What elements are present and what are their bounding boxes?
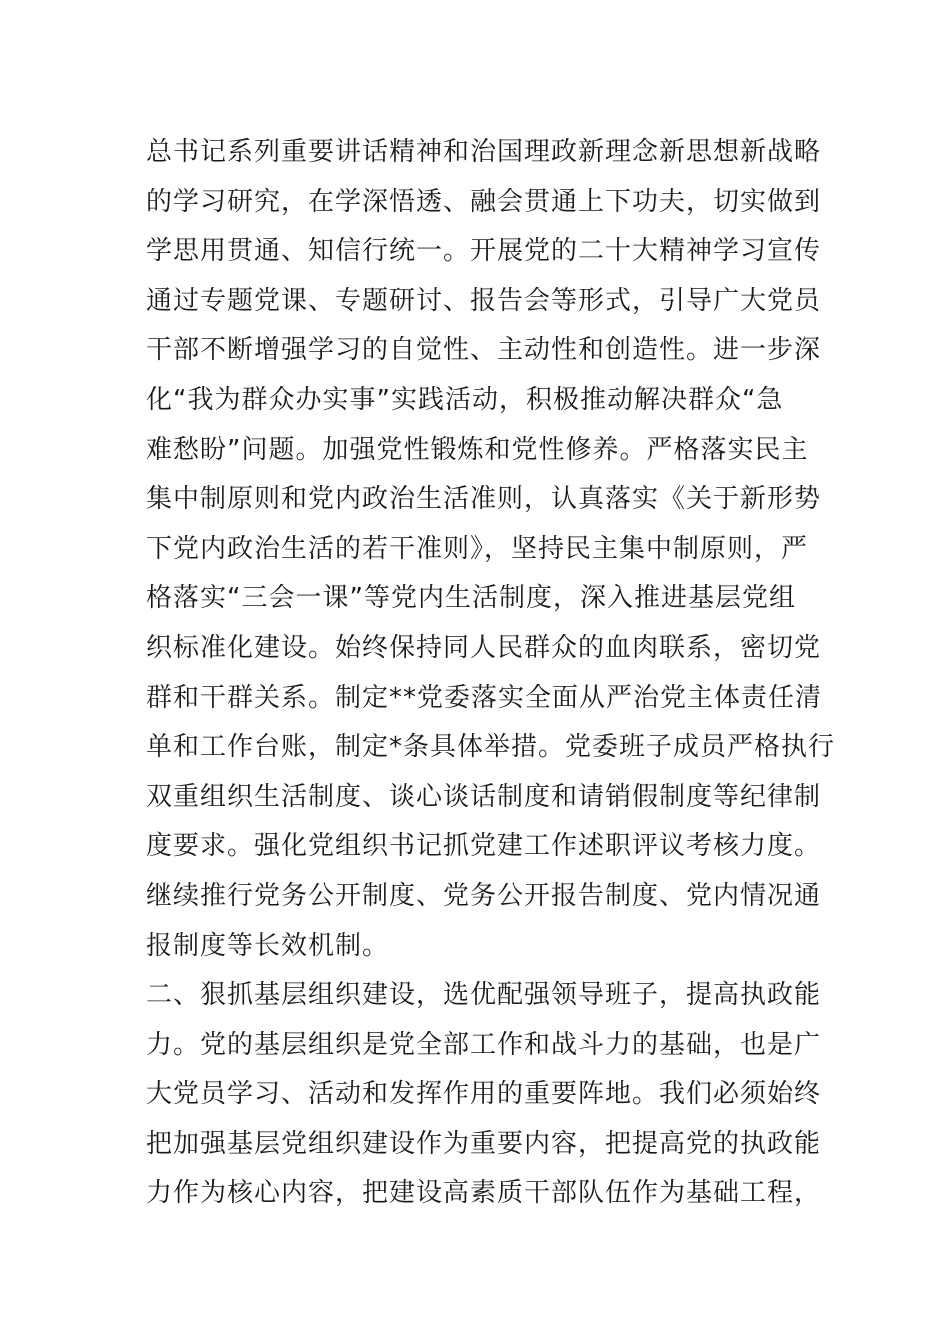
text-line: 报制度等长效机制。 <box>146 930 390 961</box>
text-line: 把加强基层党组织建设作为重要内容，把提高党的执政能 <box>146 1128 822 1159</box>
text-line: 力作为核心内容，把建设高素质干部队伍作为基础工程， <box>146 1178 822 1209</box>
text-line: 大党员学习、活动和发挥作用的重要阵地。我们必须始终 <box>146 1079 822 1110</box>
body-text <box>146 128 836 1219</box>
text-line: 的学习研究，在学深悟透、融会贯通上下功夫，切实做到 <box>146 186 822 217</box>
text-line: 群和干群关系。制定**党委落实全面从严治党主体责任清 <box>146 682 823 713</box>
text-line: 总书记系列重要讲话精神和治国理政新理念新思想新战略 <box>146 137 822 167</box>
text-line: 织标准化建设。始终保持同人民群众的血肉联系，密切党 <box>146 632 822 663</box>
text-line: 化“我为群众办实事”实践活动，积极推动解决群众“急 <box>146 384 784 415</box>
text-line: 格落实“三会一课”等党内生活制度，深入推进基层党组 <box>146 583 796 614</box>
text-line: 二、狠抓基层组织建设，选优配强领导班子，提高执政能 <box>146 980 822 1011</box>
text-line: 力。党的基层组织是党全部工作和战斗力的基础，也是广 <box>146 1029 822 1060</box>
text-line: 下党内政治生活的若干准则》，坚持民主集中制原则，严 <box>146 533 809 564</box>
text-line: 集中制原则和党内政治生活准则，认真落实《关于新形势 <box>146 484 822 515</box>
text-line: 单和工作台账，制定*条具体举措。党委班子成员严格执行 <box>146 732 836 763</box>
text-line: 继续推行党务公开制度、党务公开报告制度、党内情况通 <box>146 880 822 911</box>
text-line: 度要求。强化党组织书记抓党建工作述职评议考核力度。 <box>146 831 822 862</box>
text-line: 双重组织生活制度、谈心谈话制度和请销假制度等纪律制 <box>146 781 822 812</box>
text-line: 学思用贯通、知信行统一。开展党的二十大精神学习宣传 <box>146 236 822 267</box>
text-line: 干部不断增强学习的自觉性、主动性和创造性。进一步深 <box>146 335 822 366</box>
text-line: 通过专题党课、专题研讨、报告会等形式，引导广大党员 <box>146 285 822 316</box>
text-line: 难愁盼”问题。加强党性锻炼和党性修养。严格落实民主 <box>146 434 809 465</box>
